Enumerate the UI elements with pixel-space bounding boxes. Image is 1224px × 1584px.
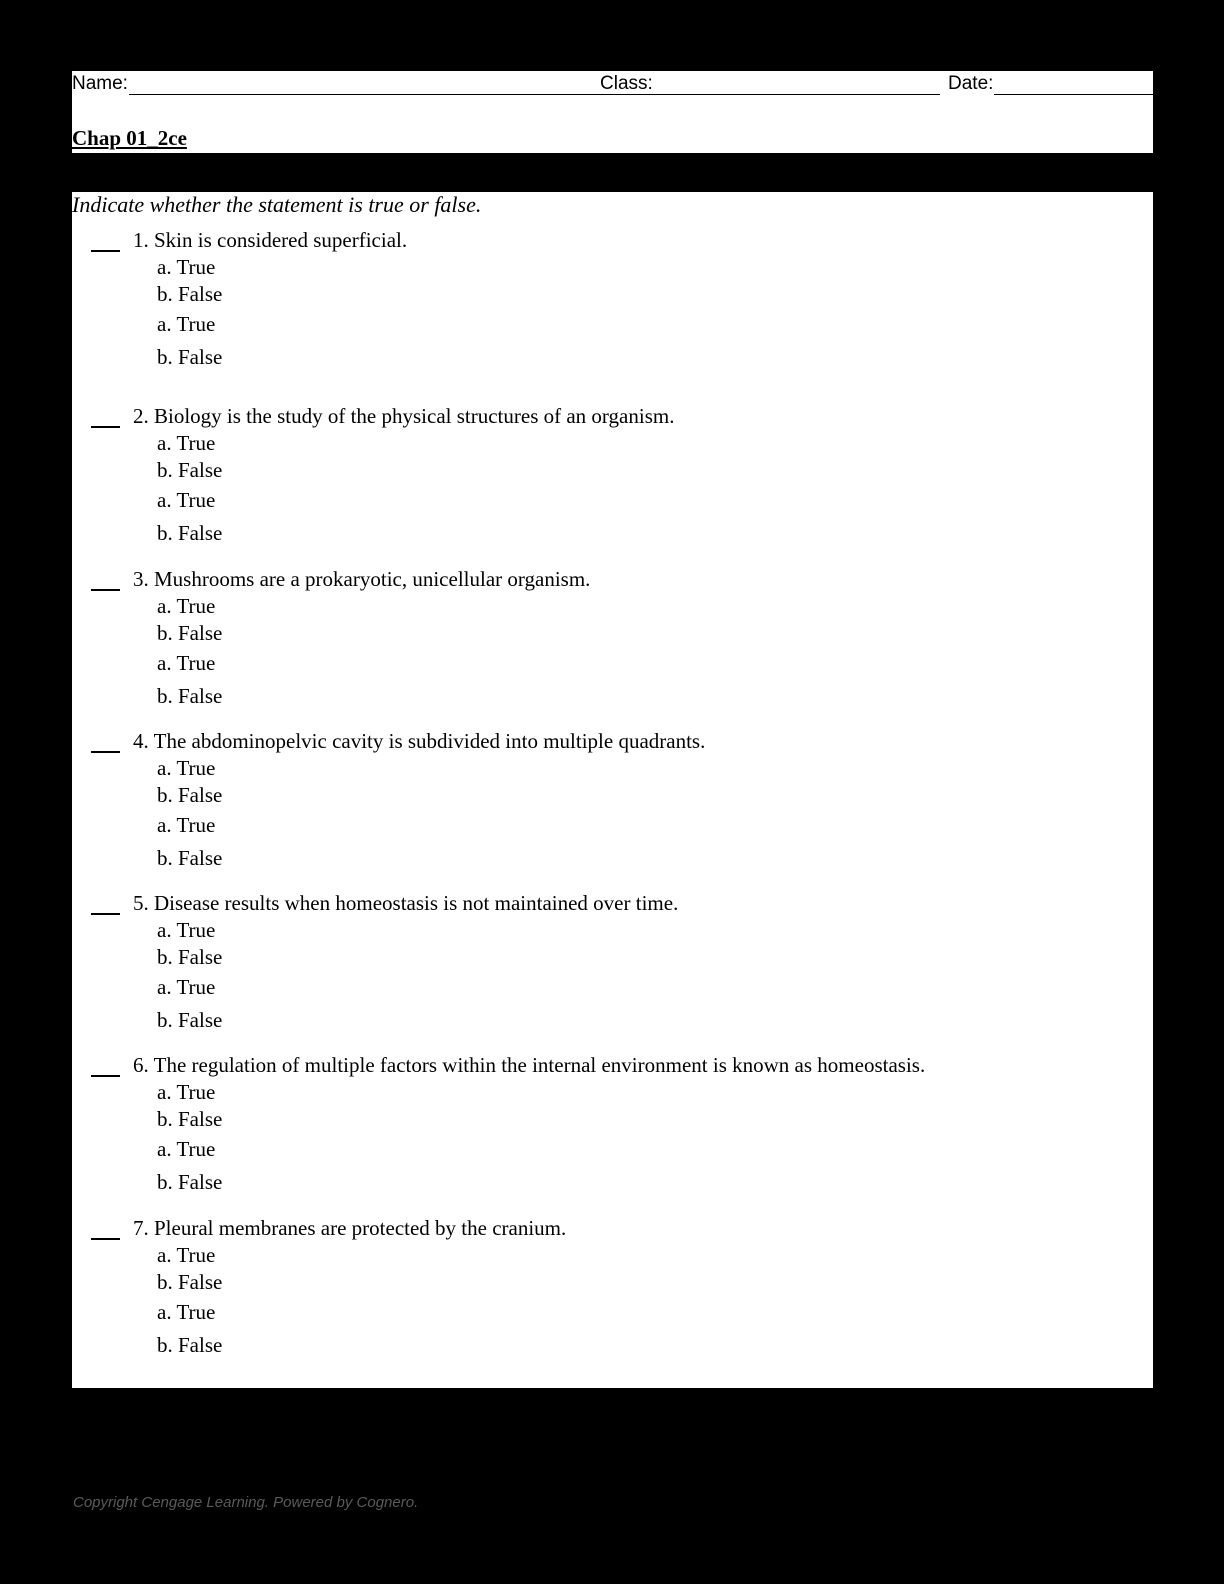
choice: b. False [157, 345, 223, 369]
choice: a. True [157, 918, 216, 942]
choice: b. False [157, 621, 223, 645]
choice: b. False [157, 1008, 223, 1032]
date-label: Date: [948, 73, 994, 94]
choice: a. True [157, 1300, 216, 1324]
question-text: 6. The regulation of multiple factors within the internal environment is known as homeostasis. [133, 1053, 926, 1077]
question-text: 7. Pleural membranes are protected by the cranium. [133, 1216, 567, 1240]
choice: a. True [157, 255, 216, 279]
choice: b. False [157, 1170, 223, 1194]
date-field-line[interactable] [994, 94, 1153, 95]
choice: b. False [157, 945, 223, 969]
choice: b. False [157, 1107, 223, 1131]
choice: a. True [157, 431, 216, 455]
choice: a. True [157, 651, 216, 675]
choice: a. True [157, 488, 216, 512]
chapter-title: Chap 01_2ce [72, 126, 187, 150]
answer-blank[interactable] [91, 1075, 120, 1077]
choice: a. True [157, 312, 216, 336]
answer-blank[interactable] [91, 913, 120, 915]
choice: b. False [157, 783, 223, 807]
choice: a. True [157, 975, 216, 999]
instructions: Indicate whether the statement is true or false. [72, 192, 482, 217]
question-text: 3. Mushrooms are a prokaryotic, unicellular organism. [133, 567, 591, 591]
question-item [72, 1215, 1153, 1375]
choice: b. False [157, 521, 223, 545]
class-field-line[interactable] [656, 94, 940, 95]
question-section [72, 192, 1153, 1388]
class-label: Class: [600, 73, 653, 94]
choice: b. False [157, 846, 223, 870]
choice: b. False [157, 282, 223, 306]
question-text: 2. Biology is the study of the physical structures of an organism. [133, 404, 675, 428]
choice: b. False [157, 684, 223, 708]
student-info-row [72, 71, 1153, 99]
choice: a. True [157, 756, 216, 780]
answer-blank[interactable] [91, 751, 120, 753]
choice: a. True [157, 1080, 216, 1104]
choice: a. True [157, 594, 216, 618]
copyright-footer: Copyright Cengage Learning. Powered by Cognero. [73, 1494, 419, 1511]
name-label: Name: [72, 73, 128, 94]
question-item [72, 403, 1153, 563]
answer-blank[interactable] [91, 589, 120, 591]
question-item [72, 890, 1153, 1050]
answer-blank[interactable] [91, 426, 120, 428]
choice: b. False [157, 458, 223, 482]
choice: b. False [157, 1270, 223, 1294]
choice: a. True [157, 813, 216, 837]
choice: a. True [157, 1243, 216, 1267]
question-text: 1. Skin is considered superficial. [133, 228, 408, 252]
question-item [72, 566, 1153, 726]
question-text: 5. Disease results when homeostasis is not maintained over time. [133, 891, 679, 915]
answer-blank[interactable] [91, 1238, 120, 1240]
question-item [72, 227, 1153, 387]
choice: a. True [157, 1137, 216, 1161]
choice: b. False [157, 1333, 223, 1357]
question-text: 4. The abdominopelvic cavity is subdivided into multiple quadrants. [133, 729, 706, 753]
worksheet-header [72, 71, 1153, 153]
answer-blank[interactable] [91, 250, 120, 252]
question-item [72, 1052, 1153, 1212]
name-field-line[interactable] [129, 94, 666, 95]
question-item [72, 728, 1153, 888]
